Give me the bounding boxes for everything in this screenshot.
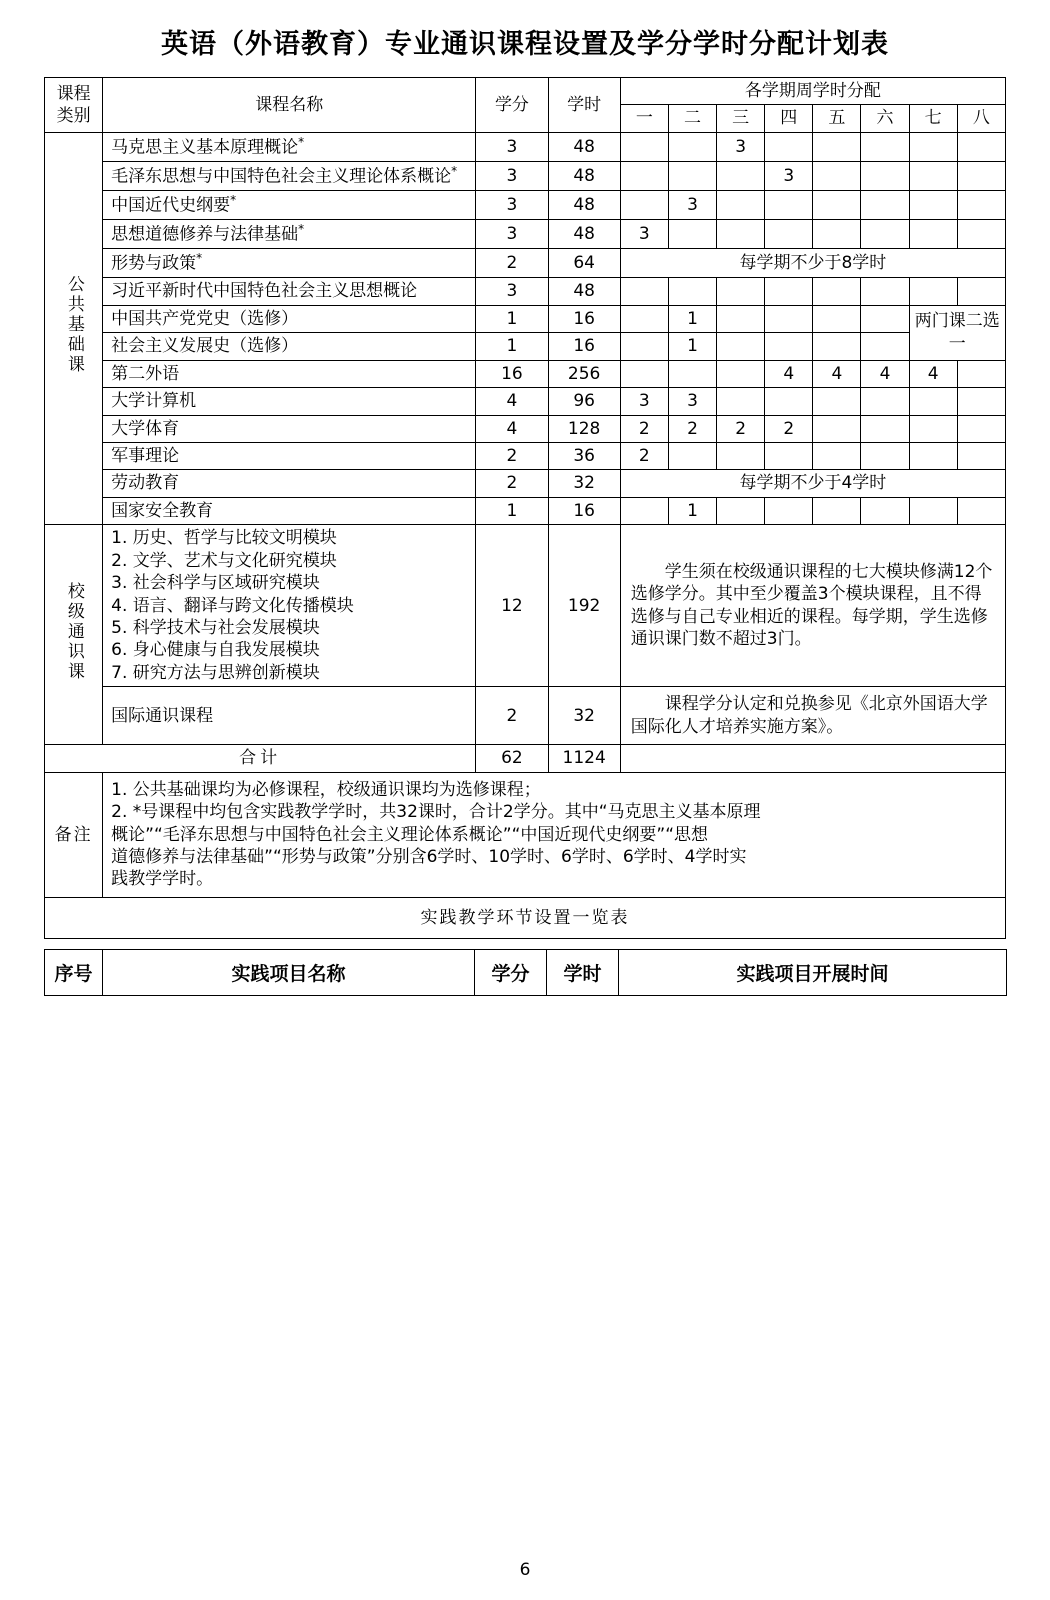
term-cell-3 — [717, 161, 765, 190]
term-cell-2 — [668, 132, 716, 161]
practice-header-index: 序号 — [45, 950, 103, 996]
course-hours: 32 — [548, 470, 620, 497]
remark-row — [45, 772, 1006, 897]
term-cell-3 — [717, 333, 765, 360]
term-cell-7 — [909, 415, 957, 442]
course-hours: 16 — [548, 333, 620, 360]
term-cell-3 — [717, 442, 765, 469]
practice-header-time: 实践项目开展时间 — [619, 950, 1007, 996]
header-terms-group: 各学期周学时分配 — [620, 78, 1005, 105]
module-item: 4. 语言、翻译与跨文化传播模块 — [111, 595, 354, 616]
term-cell-5 — [813, 161, 861, 190]
table-row — [45, 360, 1006, 387]
course-name: 国际通识课程 — [103, 687, 476, 745]
course-credits: 16 — [476, 360, 548, 387]
curriculum-table — [44, 77, 1006, 939]
remark-line-2: 2. *号课程中均包含实践教学学时，共32课时，合计2学分。其中“马克思主义基本原理 — [111, 802, 761, 823]
course-credits: 2 — [476, 470, 548, 497]
term-cell-3 — [717, 191, 765, 220]
elective-pair-note: 两门课二选一 — [909, 305, 1005, 360]
course-credits: 1 — [476, 333, 548, 360]
course-name: 社会主义发展史（选修） — [103, 333, 476, 360]
course-name: 马克思主义基本原理概论* — [103, 132, 476, 161]
term-cell-8 — [957, 415, 1005, 442]
course-hours: 16 — [548, 497, 620, 524]
course-hours: 16 — [548, 305, 620, 332]
term-cell-6: 4 — [861, 360, 909, 387]
page-number: 6 — [519, 1560, 531, 1580]
term-cell-3: 3 — [717, 132, 765, 161]
table-row — [45, 191, 1006, 220]
term-cell-3 — [717, 388, 765, 415]
term-cell-5 — [813, 305, 861, 332]
header-hours: 学时 — [548, 78, 620, 133]
table-row — [45, 442, 1006, 469]
term-cell-8 — [957, 220, 1005, 249]
term-cell-6 — [861, 388, 909, 415]
course-hours: 48 — [548, 278, 620, 305]
term-cell-5 — [813, 191, 861, 220]
table-row — [45, 132, 1006, 161]
header-term-4: 四 — [765, 105, 813, 132]
term-cell-4: 3 — [765, 161, 813, 190]
term-cell-8 — [957, 132, 1005, 161]
term-cell-5 — [813, 333, 861, 360]
remark-line-5: 践教学学时。 — [111, 869, 214, 890]
term-cell-1 — [620, 305, 668, 332]
term-cell-7 — [909, 497, 957, 524]
term-cell-5 — [813, 442, 861, 469]
total-empty — [620, 745, 1005, 772]
international-course-description: 课程学分认定和兑换参见《北京外国语大学国际化人才培养实施方案》。 — [620, 687, 1005, 745]
course-name: 思想道德修养与法律基础* — [103, 220, 476, 249]
term-cell-6 — [861, 415, 909, 442]
total-credits: 62 — [476, 745, 548, 772]
term-cell-7 — [909, 388, 957, 415]
course-credits: 2 — [476, 687, 548, 745]
term-cell-2 — [668, 161, 716, 190]
practice-section-title: 实践教学环节设置一览表 — [45, 897, 1006, 938]
term-cell-5 — [813, 415, 861, 442]
term-cell-1 — [620, 191, 668, 220]
category-public-basic-label: 公共基础课 — [63, 275, 84, 376]
table-row — [45, 497, 1006, 524]
term-cell-5: 4 — [813, 360, 861, 387]
practice-header-row — [45, 950, 1007, 996]
header-term-5: 五 — [813, 105, 861, 132]
term-cell-8 — [957, 497, 1005, 524]
course-hours: 36 — [548, 442, 620, 469]
term-cell-8 — [957, 278, 1005, 305]
term-cell-1: 3 — [620, 220, 668, 249]
practice-header-project-name: 实践项目名称 — [103, 950, 475, 996]
course-name: 习近平新时代中国特色社会主义思想概论 — [103, 278, 476, 305]
course-credits: 12 — [476, 525, 548, 687]
header-category-line2: 类别 — [56, 105, 91, 126]
course-hours: 96 — [548, 388, 620, 415]
term-cell-5 — [813, 497, 861, 524]
term-cell-1 — [620, 161, 668, 190]
course-credits: 2 — [476, 442, 548, 469]
term-cell-7 — [909, 191, 957, 220]
table-row — [45, 161, 1006, 190]
course-credits: 3 — [476, 161, 548, 190]
module-item: 3. 社会科学与区域研究模块 — [111, 573, 320, 594]
term-cell-4 — [765, 220, 813, 249]
remark-line-3: 概论”“毛泽东思想与中国特色社会主义理论体系概论”“中国近现代史纲要”“思想 — [111, 824, 709, 845]
course-credits: 1 — [476, 497, 548, 524]
course-name: 中国近代史纲要* — [103, 191, 476, 220]
course-name: 大学计算机 — [103, 388, 476, 415]
header-term-3: 三 — [717, 105, 765, 132]
category-public-basic — [45, 132, 103, 524]
table-row — [45, 525, 1006, 687]
module-item: 5. 科学技术与社会发展模块 — [111, 618, 320, 639]
term-cell-4 — [765, 388, 813, 415]
course-name: 中国共产党党史（选修） — [103, 305, 476, 332]
course-name: 毛泽东思想与中国特色社会主义理论体系概论* — [103, 161, 476, 190]
header-term-6: 六 — [861, 105, 909, 132]
practice-table — [44, 949, 1007, 996]
term-cell-5 — [813, 278, 861, 305]
course-credits: 4 — [476, 388, 548, 415]
course-name: 军事理论 — [103, 442, 476, 469]
term-cell-6 — [861, 305, 909, 332]
term-cell-4 — [765, 191, 813, 220]
course-credits: 2 — [476, 249, 548, 278]
course-hours: 192 — [548, 525, 620, 687]
term-cell-7 — [909, 442, 957, 469]
term-cell-2: 3 — [668, 191, 716, 220]
course-credits: 3 — [476, 220, 548, 249]
category-school-general-label: 校级通识课 — [63, 581, 84, 682]
term-cell-1 — [620, 360, 668, 387]
table-header-row-1 — [45, 78, 1006, 105]
course-credits: 1 — [476, 305, 548, 332]
term-cell-4 — [765, 442, 813, 469]
term-cell-8 — [957, 161, 1005, 190]
total-label: 合计 — [45, 745, 476, 772]
remark-text — [103, 772, 1006, 897]
practice-section-title-row — [45, 897, 1006, 938]
term-cell-4 — [765, 497, 813, 524]
term-cell-6 — [861, 442, 909, 469]
total-hours: 1124 — [548, 745, 620, 772]
category-school-general — [45, 525, 103, 745]
remark-line-4: 道德修养与法律基础”“形势与政策”分别含6学时、10学时、6学时、6学时、4学时实 — [111, 846, 747, 867]
term-cell-7: 4 — [909, 360, 957, 387]
term-cell-6 — [861, 132, 909, 161]
term-cell-2: 1 — [668, 305, 716, 332]
asterisk-marker: * — [451, 163, 458, 178]
table-row — [45, 249, 1006, 278]
course-hours: 48 — [548, 220, 620, 249]
term-cell-5 — [813, 388, 861, 415]
general-education-description: 学生须在校级通识课程的七大模块修满12个选修学分。其中至少覆盖3个模块课程，且不得选修与自己专业相近的课程。每学期，学生选修通识课门数不超过3门。 — [620, 525, 1005, 687]
course-name: 劳动教育 — [103, 470, 476, 497]
course-name: 国家安全教育 — [103, 497, 476, 524]
course-hours: 48 — [548, 191, 620, 220]
term-cell-2 — [668, 360, 716, 387]
asterisk-marker: * — [196, 251, 203, 266]
header-term-2: 二 — [668, 105, 716, 132]
term-cell-6 — [861, 333, 909, 360]
term-cell-5 — [813, 220, 861, 249]
course-credits: 3 — [476, 191, 548, 220]
table-row — [45, 388, 1006, 415]
remark-label: 备注 — [45, 772, 103, 897]
table-row — [45, 278, 1006, 305]
table-row — [45, 305, 1006, 332]
term-cell-3 — [717, 278, 765, 305]
term-cell-1 — [620, 333, 668, 360]
term-cell-3 — [717, 305, 765, 332]
page-title: 英语（外语教育）专业通识课程设置及学分学时分配计划表 — [161, 29, 889, 60]
table-row — [45, 687, 1006, 745]
term-cell-6 — [861, 220, 909, 249]
term-cell-5 — [813, 132, 861, 161]
term-cell-4 — [765, 132, 813, 161]
course-name: 大学体育 — [103, 415, 476, 442]
term-cell-2: 3 — [668, 388, 716, 415]
course-credits: 3 — [476, 132, 548, 161]
module-item: 6. 身心健康与自我发展模块 — [111, 640, 320, 661]
term-cell-3: 2 — [717, 415, 765, 442]
term-cell-2: 1 — [668, 497, 716, 524]
term-cell-2 — [668, 220, 716, 249]
term-cell-1 — [620, 132, 668, 161]
term-cell-4: 4 — [765, 360, 813, 387]
term-cell-1: 2 — [620, 442, 668, 469]
practice-header-credits: 学分 — [475, 950, 547, 996]
term-cell-8 — [957, 442, 1005, 469]
term-cell-6 — [861, 278, 909, 305]
course-hours: 128 — [548, 415, 620, 442]
term-cell-4: 2 — [765, 415, 813, 442]
term-cell-8 — [957, 360, 1005, 387]
course-credits: 4 — [476, 415, 548, 442]
module-list — [103, 525, 476, 687]
header-term-8: 八 — [957, 105, 1005, 132]
term-cell-6 — [861, 161, 909, 190]
term-cell-6 — [861, 497, 909, 524]
course-hours: 48 — [548, 132, 620, 161]
term-span-note: 每学期不少于8学时 — [620, 249, 1005, 278]
table-row — [45, 470, 1006, 497]
module-item: 2. 文学、艺术与文化研究模块 — [111, 550, 337, 571]
table-row — [45, 333, 1006, 360]
header-term-7: 七 — [909, 105, 957, 132]
term-cell-4 — [765, 305, 813, 332]
header-term-1: 一 — [620, 105, 668, 132]
header-course-name: 课程名称 — [103, 78, 476, 133]
term-cell-4 — [765, 278, 813, 305]
term-cell-1 — [620, 278, 668, 305]
total-row — [45, 745, 1006, 772]
term-cell-2: 1 — [668, 333, 716, 360]
term-cell-2: 2 — [668, 415, 716, 442]
term-cell-7 — [909, 132, 957, 161]
term-cell-2 — [668, 442, 716, 469]
header-category-line1: 课程 — [56, 83, 91, 104]
term-cell-7 — [909, 161, 957, 190]
asterisk-marker: * — [298, 222, 305, 237]
term-cell-4 — [765, 333, 813, 360]
remark-line-1: 1. 公共基础课均为必修课程，校级通识课均为选修课程； — [111, 779, 541, 800]
term-cell-1: 2 — [620, 415, 668, 442]
practice-header-hours: 学时 — [547, 950, 619, 996]
term-cell-7 — [909, 220, 957, 249]
module-item: 7. 研究方法与思辨创新模块 — [111, 662, 320, 683]
term-cell-3 — [717, 220, 765, 249]
asterisk-marker: * — [230, 193, 237, 208]
table-row — [45, 415, 1006, 442]
header-category — [45, 78, 103, 133]
course-hours: 64 — [548, 249, 620, 278]
term-cell-3 — [717, 360, 765, 387]
course-hours: 32 — [548, 687, 620, 745]
term-cell-6 — [861, 191, 909, 220]
course-credits: 3 — [476, 278, 548, 305]
term-cell-8 — [957, 388, 1005, 415]
asterisk-marker: * — [298, 134, 305, 149]
term-cell-2 — [668, 278, 716, 305]
table-row — [45, 220, 1006, 249]
term-cell-8 — [957, 191, 1005, 220]
term-cell-1 — [620, 497, 668, 524]
course-name: 形势与政策* — [103, 249, 476, 278]
course-name: 第二外语 — [103, 360, 476, 387]
course-hours: 256 — [548, 360, 620, 387]
term-cell-1: 3 — [620, 388, 668, 415]
course-hours: 48 — [548, 161, 620, 190]
term-cell-3 — [717, 497, 765, 524]
term-cell-7 — [909, 278, 957, 305]
module-item: 1. 历史、哲学与比较文明模块 — [111, 528, 337, 549]
header-credits: 学分 — [476, 78, 548, 133]
term-span-note: 每学期不少于4学时 — [620, 470, 1005, 497]
